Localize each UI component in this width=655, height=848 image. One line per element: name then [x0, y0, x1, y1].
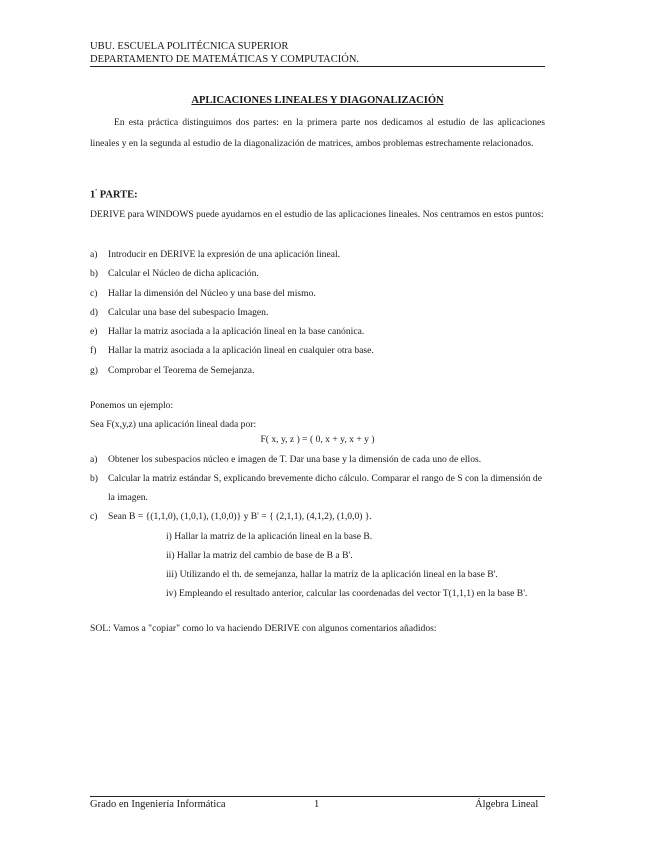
exercise-text: Calcular la matriz estándar S, explicando brevemente dicho cálculo. Comparar el rango de S con la dimensión de la imagen.	[108, 473, 542, 503]
list-item	[90, 341, 545, 360]
list-text: Calcular el Núcleo de dicha aplicación.	[108, 268, 259, 280]
sublist-item: i) Hallar la matriz de la aplicación lineal en la base B.	[166, 531, 373, 542]
list-item	[90, 264, 545, 283]
footer-subject: Álgebra Lineal	[475, 799, 539, 810]
exercise-item	[90, 469, 545, 507]
list-marker: f)	[90, 345, 97, 357]
sublist-item: ii) Hallar la matriz del cambio de base de B a B'.	[166, 550, 353, 561]
list-marker: c)	[90, 287, 98, 299]
solution-line: SOL: Vamos a "copiar" como lo va haciendo DERIVE con algunos comentarios añadidos:	[90, 623, 437, 634]
list-marker: a)	[90, 249, 98, 260]
example-line: Ponemos un ejemplo:	[90, 400, 174, 411]
list-item	[90, 284, 545, 303]
sublist-item: iii) Utilizando el th. de semejanza, hallar la matriz de la aplicación lineal en la base B'.	[166, 569, 498, 580]
exercise-sublist	[166, 527, 527, 603]
list-text: Hallar la matriz asociada a la aplicación lineal en cualquier otra base.	[108, 345, 374, 357]
list-marker: e)	[90, 326, 98, 338]
list-text: Comprobar el Teorema de Semejanza.	[108, 364, 255, 376]
part1-heading-ordinal: ª	[95, 189, 98, 195]
list-text: Hallar la dimensión del Núcleo y una base del mismo.	[108, 287, 316, 299]
list-marker: b)	[90, 268, 98, 280]
part1-heading-text: PARTE:	[97, 189, 138, 201]
header-divider	[90, 66, 545, 67]
example-intro	[90, 396, 545, 434]
exercise-marker: c)	[90, 511, 98, 522]
exercise-marker: b)	[90, 473, 98, 484]
list-item	[90, 303, 545, 322]
exercise-text: Obtener los subespacios núcleo e imagen de T. Dar una base y la dimensión de cada uno de ellos.	[108, 454, 482, 465]
list-item	[90, 322, 545, 341]
intro-paragraph: En esta práctica distinguimos dos partes: en la primera parte nos dedicamos al estudio de las aplicaciones lineales y en la segunda al estudio de la diagonalización de matrices, ambos problemas estrechamente relacionados.	[90, 117, 545, 149]
list-text: Calcular una base del subespacio Imagen.	[108, 306, 269, 318]
part1-heading	[90, 189, 545, 201]
footer-page-number: 1	[314, 799, 320, 810]
list-marker: g)	[90, 364, 98, 376]
page-header	[90, 40, 545, 66]
sublist-item: iv) Empleando el resultado anterior, calcular las coordenadas del vector T(1,1,1) en la base B'.	[166, 588, 528, 599]
list-marker: d)	[90, 306, 98, 318]
exercise-item	[90, 450, 545, 469]
list-text: Introducir en DERIVE la expresión de una aplicación lineal.	[108, 249, 341, 260]
header-department: DEPARTAMENTO DE MATEMÁTICAS Y COMPUTACIÓN.	[90, 54, 360, 65]
header-institution: UBU. ESCUELA POLITÉCNICA SUPERIOR	[90, 41, 289, 52]
list-item	[90, 245, 545, 264]
exercise-list	[90, 450, 545, 526]
list-item	[90, 361, 545, 380]
part1-intro: DERIVE para WINDOWS puede ayudarnos en el estudio de las aplicaciones lineales. Nos centramos en estos puntos:	[90, 209, 544, 220]
list-text: Hallar la matriz asociada a la aplicación lineal en la base canónica.	[108, 326, 365, 338]
part1-heading-number: 1	[90, 189, 96, 201]
part1-list	[90, 245, 545, 380]
exercise-marker: a)	[90, 454, 98, 465]
exercise-text: Sean B = {(1,1,0), (1,0,1), (1,0,0)} y B' = { (2,1,1), (4,1,2), (1,0,0) }.	[108, 511, 372, 522]
footer-course: Grado en Ingeniería Informática	[90, 799, 226, 810]
exercise-item	[90, 507, 545, 526]
footer-divider	[90, 796, 545, 797]
example-definition: Sea F(x,y,z) una aplicación lineal dada por:	[90, 419, 257, 430]
function-formula: F( x, y, z ) = ( 0, x + y, x + y )	[260, 434, 375, 445]
document-title: APLICACIONES LINEALES Y DIAGONALIZACIÓN	[191, 95, 444, 106]
